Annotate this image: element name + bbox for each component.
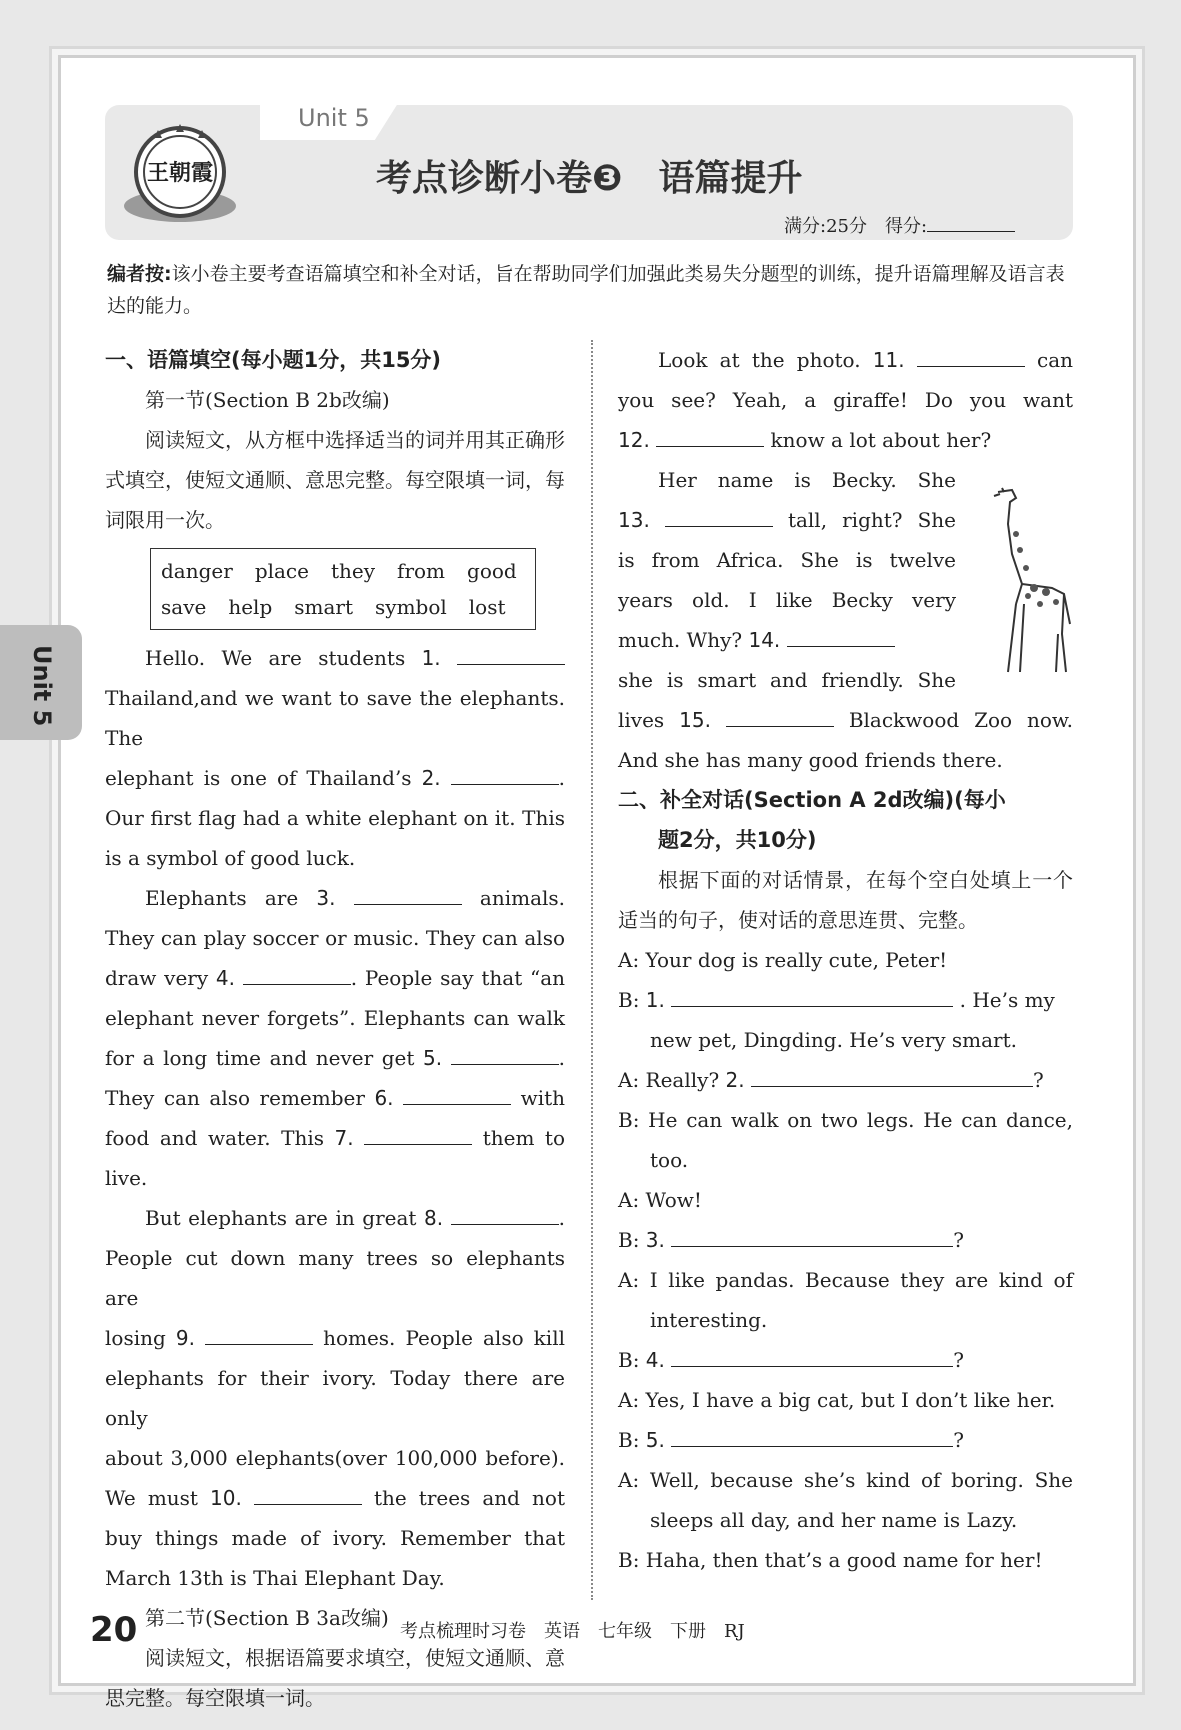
dialogue-line: A: Your dog is really cute, Peter! [618, 948, 948, 972]
dialogue-blank-2[interactable] [751, 1066, 1033, 1087]
dialogue-line: B: 3. ? [618, 1228, 964, 1252]
answer-blank-5[interactable] [451, 1044, 559, 1065]
word-option: help [228, 595, 273, 619]
passage-line: elephants for their ivory. Today there are only [105, 1366, 565, 1430]
word-option: smart [294, 595, 353, 619]
passage-line: 12. know a lot about her? [618, 428, 992, 452]
side-tab-label: Unit 5 [28, 645, 56, 727]
dialogue-line: too. [650, 1148, 689, 1172]
dialogue-blank-5[interactable] [671, 1426, 953, 1447]
svg-text:王朝霞: 王朝霞 [146, 160, 214, 186]
part2-instruction: 根据下面的对话情景，在每个空白处填上一个适当的句子，使对话的意思连贯、完整。 [618, 868, 1073, 932]
dialogue-line: B: 5. ? [618, 1428, 964, 1452]
passage-line: But elephants are in great 8. . [145, 1206, 566, 1230]
dialogue-line: new pet, Dingding. He’s very smart. [650, 1028, 1018, 1052]
word-option: place [254, 559, 309, 583]
passage-line: elephant is one of Thailand’s 2. . [105, 766, 566, 790]
dialogue-line: A: Yes, I have a big cat, but I don’t like her. [618, 1388, 1056, 1412]
word-box-row-1 [161, 553, 525, 589]
publisher-logo [120, 120, 240, 232]
passage-line: Hello. We are students 1. [105, 638, 565, 678]
passage-line: 13. tall, right? She [618, 508, 956, 532]
dialogue-blank-4[interactable] [671, 1346, 953, 1367]
passage-line: is from Africa. She is twelve [618, 548, 956, 572]
score-line [784, 212, 1015, 238]
section2-instruction: 阅读短文，根据语篇要求填空，使短文通顺、意思完整。每空限填一词。 [105, 1646, 565, 1710]
passage-line: Thailand,and we want to save the elephants. The [105, 686, 565, 750]
giraffe-illustration [982, 484, 1074, 680]
dialogue-line: A: Wow! [618, 1188, 702, 1212]
word-option: save [161, 595, 207, 619]
answer-blank-6[interactable] [403, 1084, 511, 1105]
answer-blank-1[interactable] [457, 644, 565, 665]
giraffe-text-block [618, 460, 956, 700]
dialogue-line: A: I like pandas. Because they are kind of [618, 1268, 1073, 1292]
answer-blank-13[interactable] [665, 506, 773, 527]
score-label: 满分:25分 得分: [784, 216, 928, 237]
part1-heading: 一、语篇填空(每小题1分，共15分) [105, 348, 442, 372]
dialogue-line: B: 1. . He’s my [618, 988, 1055, 1012]
passage-line: buy things made of ivory. Remember that [105, 1526, 565, 1550]
word-option: danger [161, 559, 233, 583]
dialogue-line: sleeps all day, and her name is Lazy. [650, 1508, 1018, 1532]
answer-blank-15[interactable] [726, 706, 834, 727]
dialogue-line: A: Well, because she’s kind of boring. She [618, 1468, 1073, 1492]
part2-heading: 二、补全对话(Section A 2d改编)(每小 [618, 788, 1006, 812]
passage-line: food and water. This 7. them to [105, 1126, 566, 1150]
word-option: lost [468, 595, 506, 619]
dialogue-line: B: He can walk on two legs. He can dance, [618, 1108, 1073, 1132]
passage-line: elephant never forgets”. Elephants can walk [105, 1006, 565, 1030]
passage-line: They can also remember 6. with [105, 1086, 566, 1110]
dialogue-line: B: Haha, then that’s a good name for her! [618, 1548, 1043, 1572]
passage-line: People cut down many trees so elephants are [105, 1246, 565, 1310]
answer-blank-9[interactable] [205, 1324, 313, 1345]
left-column [105, 340, 565, 1718]
page-number: 20 [90, 1610, 138, 1650]
passage-line: you see? Yeah, a giraffe! Do you want [618, 388, 1073, 412]
passage-line: March 13th is Thai Elephant Day. [105, 1566, 445, 1590]
passage-line: They can play soccer or music. They can also [105, 926, 565, 950]
passage-line: draw very 4. . People say that “an [105, 966, 566, 990]
passage-line: live. [105, 1166, 148, 1190]
editor-note [107, 258, 1073, 322]
word-option: from [397, 559, 446, 583]
dialogue-blank-1[interactable] [671, 986, 953, 1007]
section1-title: 第一节(Section B 2b改编) [145, 388, 390, 412]
passage-line: about 3,000 elephants(over 100,000 before). [105, 1446, 565, 1470]
passage-line: Our first flag had a white elephant on it. This [105, 806, 565, 830]
passage-line: Her name is Becky. She [658, 468, 956, 492]
passage-line: And she has many good friends there. [618, 748, 1003, 772]
dialogue-line: B: 4. ? [618, 1348, 964, 1372]
word-option: symbol [375, 595, 447, 619]
passage-line: much. Why? 14. [618, 620, 956, 660]
section2-title: 第二节(Section B 3a改编) [145, 1606, 389, 1630]
word-box [150, 548, 536, 630]
answer-blank-3[interactable] [354, 884, 462, 905]
word-box-row-2 [161, 589, 525, 625]
page-title: 考点诊断小卷❸ 语篇提升 [376, 158, 803, 199]
answer-blank-10[interactable] [254, 1484, 362, 1505]
section1-instruction: 阅读短文，从方框中选择适当的词并用其正确形式填空，使短文通顺、意思完整。每空限填一词，每词限用一次。 [105, 428, 565, 532]
passage-line: she is smart and friendly. She [618, 668, 956, 692]
note-text: 该小卷主要考查语篇填空和补全对话，旨在帮助同学们加强此类易失分题型的训练，提升语篇理解及语言表达的能力。 [107, 263, 1065, 317]
passage-line: years old. I like Becky very [618, 588, 956, 612]
answer-blank-14[interactable] [787, 626, 895, 647]
answer-blank-11[interactable] [917, 346, 1025, 367]
part2-heading-cont: 题2分，共10分) [658, 828, 817, 852]
passage-line: Elephants are 3. animals. [145, 886, 566, 910]
passage-line: losing 9. homes. People also kill [105, 1326, 565, 1350]
dialogue-blank-3[interactable] [671, 1226, 953, 1247]
note-label: 编者按: [107, 263, 172, 285]
footer-text: 考点梳理时习卷 英语 七年级 下册 RJ [400, 1621, 745, 1642]
answer-blank-12[interactable] [656, 426, 764, 447]
answer-blank-7[interactable] [364, 1124, 472, 1145]
passage-line: lives 15. Blackwood Zoo now. [618, 708, 1074, 732]
dialogue-line: interesting. [650, 1308, 768, 1332]
passage-line: Look at the photo. 11. can [658, 348, 1074, 372]
passage-line: We must 10. the trees and not [105, 1486, 565, 1510]
word-option: good [467, 559, 517, 583]
passage-line: is a symbol of good luck. [105, 846, 356, 870]
answer-blank-8[interactable] [451, 1204, 559, 1225]
word-option: they [330, 559, 376, 583]
answer-blank-4[interactable] [243, 964, 351, 985]
column-divider [591, 340, 593, 1600]
dialogue-line: A: Really? 2. ? [618, 1068, 1044, 1092]
unit-label: Unit 5 [298, 104, 370, 132]
score-blank[interactable] [927, 231, 1015, 232]
passage-line: for a long time and never get 5. . [105, 1046, 566, 1070]
answer-blank-2[interactable] [451, 764, 559, 785]
